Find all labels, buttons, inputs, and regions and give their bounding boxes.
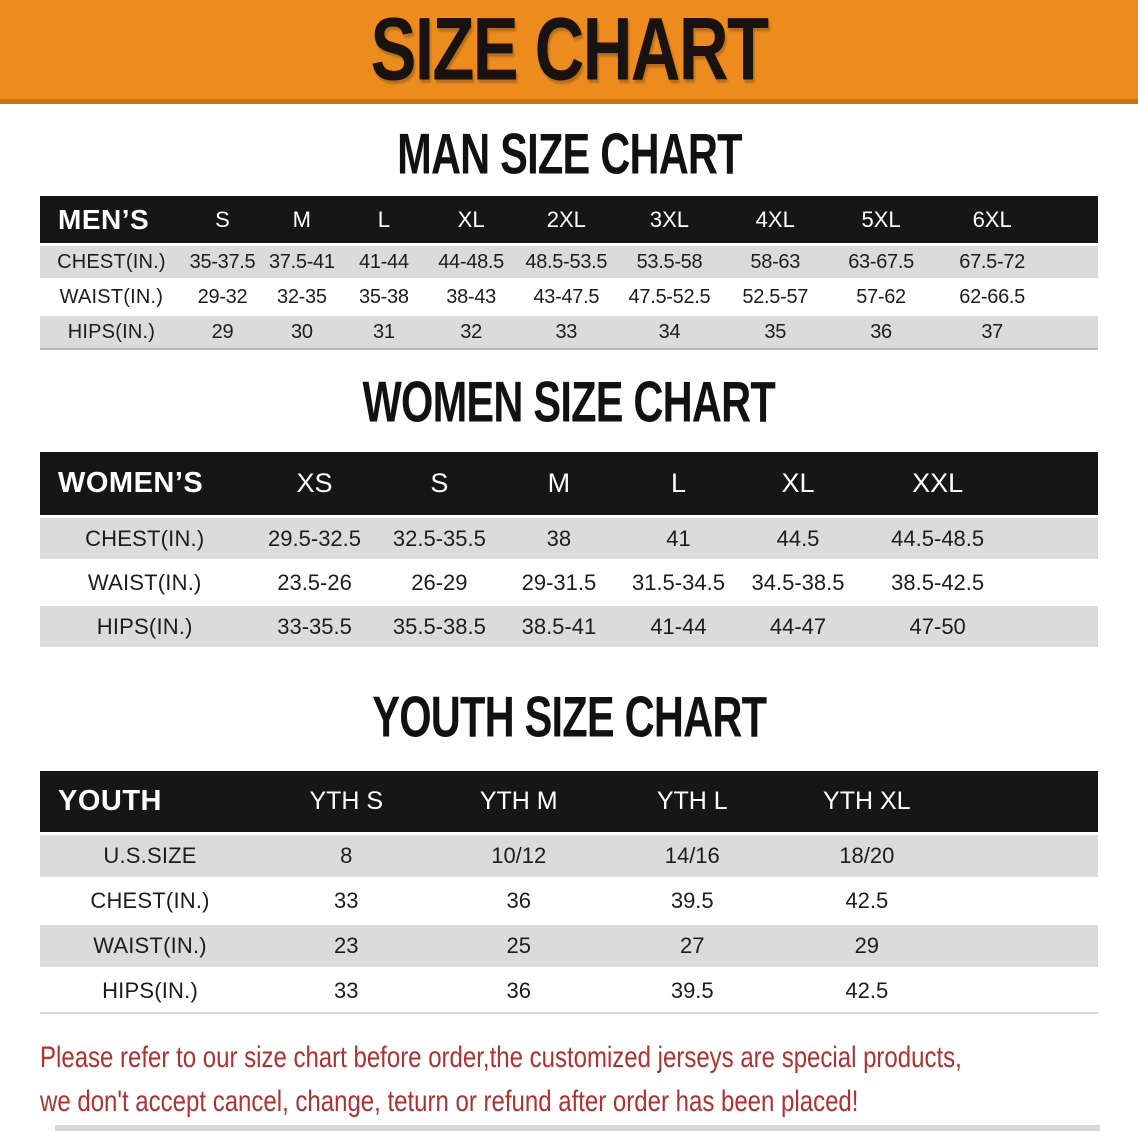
table-row — [40, 561, 1098, 605]
mens-header-row — [40, 196, 1098, 245]
size-column-header: 3XL — [617, 196, 723, 245]
header-spacer — [954, 771, 1098, 834]
size-value-cell: 29-31.5 — [499, 561, 619, 605]
header-spacer — [1018, 452, 1098, 517]
size-value-cell: 44.5 — [738, 517, 858, 561]
size-value-cell: 58-63 — [722, 245, 828, 280]
size-value-cell: 26-29 — [380, 561, 500, 605]
page-title: SIZE CHART — [370, 0, 768, 99]
measurement-label: WAIST(IN.) — [40, 924, 260, 969]
size-value-cell: 44.5-48.5 — [858, 517, 1018, 561]
size-value-cell: 25 — [433, 924, 605, 969]
measurement-label: CHEST(IN.) — [40, 879, 260, 924]
size-value-cell: 36 — [828, 315, 934, 350]
size-column-header: S — [380, 452, 500, 517]
mens-heading-text: MAN SIZE CHART — [396, 123, 742, 187]
size-column-header: YTH S — [260, 771, 432, 834]
youth-section-heading — [0, 686, 1138, 750]
size-column-header: YTH L — [605, 771, 780, 834]
womens-heading-text: WOMEN SIZE CHART — [362, 371, 776, 435]
size-charts — [0, 123, 1138, 1014]
size-value-cell: 48.5-53.5 — [516, 245, 617, 280]
size-value-cell: 67.5-72 — [934, 245, 1050, 280]
size-value-cell: 18/20 — [780, 834, 955, 879]
measurement-label: WAIST(IN.) — [40, 561, 249, 605]
size-value-cell: 53.5-58 — [617, 245, 723, 280]
size-value-cell: 33 — [516, 315, 617, 350]
mens-section-heading — [0, 123, 1138, 187]
size-value-cell: 38.5-42.5 — [858, 561, 1018, 605]
row-spacer — [1018, 561, 1098, 605]
size-value-cell: 62-66.5 — [934, 280, 1050, 315]
size-value-cell: 33 — [260, 969, 432, 1014]
size-value-cell: 29 — [183, 315, 262, 350]
size-value-cell: 14/16 — [605, 834, 780, 879]
measurement-label: WAIST(IN.) — [40, 280, 183, 315]
size-value-cell: 10/12 — [433, 834, 605, 879]
disclaimer-line-2: we don't accept cancel, change, teturn or refund after order has been placed! — [40, 1085, 859, 1118]
womens-table-label: WOMEN’S — [40, 452, 249, 517]
size-value-cell: 34 — [617, 315, 723, 350]
size-column-header: 2XL — [516, 196, 617, 245]
row-spacer — [1018, 605, 1098, 648]
disclaimer-line-1: Please refer to our size chart before order,the customized jerseys are special products, — [40, 1041, 962, 1074]
size-value-cell: 35-38 — [342, 280, 427, 315]
size-value-cell: 38.5-41 — [499, 605, 619, 648]
measurement-label: CHEST(IN.) — [40, 245, 183, 280]
size-value-cell: 36 — [433, 879, 605, 924]
size-value-cell: 29-32 — [183, 280, 262, 315]
womens-section-heading — [0, 371, 1138, 435]
measurement-label: HIPS(IN.) — [40, 315, 183, 350]
size-value-cell: 39.5 — [605, 879, 780, 924]
row-spacer — [1050, 245, 1098, 280]
row-spacer — [954, 879, 1098, 924]
size-column-header: M — [499, 452, 619, 517]
size-value-cell: 39.5 — [605, 969, 780, 1014]
size-value-cell: 52.5-57 — [722, 280, 828, 315]
table-row — [40, 969, 1098, 1014]
header-spacer — [1050, 196, 1098, 245]
size-column-header: XXL — [858, 452, 1018, 517]
size-value-cell: 29.5-32.5 — [249, 517, 379, 561]
size-value-cell: 37 — [934, 315, 1050, 350]
size-value-cell: 43-47.5 — [516, 280, 617, 315]
size-value-cell: 47-50 — [858, 605, 1018, 648]
size-value-cell: 42.5 — [780, 969, 955, 1014]
size-value-cell: 23.5-26 — [249, 561, 379, 605]
size-value-cell: 33 — [260, 879, 432, 924]
womens-header-row — [40, 452, 1098, 517]
measurement-label: CHEST(IN.) — [40, 517, 249, 561]
size-column-header: 5XL — [828, 196, 934, 245]
row-spacer — [1050, 280, 1098, 315]
size-value-cell: 32 — [426, 315, 516, 350]
size-value-cell: 57-62 — [828, 280, 934, 315]
size-column-header: YTH M — [433, 771, 605, 834]
row-spacer — [954, 969, 1098, 1014]
table-row — [40, 879, 1098, 924]
size-value-cell: 23 — [260, 924, 432, 969]
row-spacer — [954, 924, 1098, 969]
table-row — [40, 315, 1098, 350]
size-value-cell: 38-43 — [426, 280, 516, 315]
size-value-cell: 37.5-41 — [262, 245, 341, 280]
banner — [0, 0, 1138, 104]
size-value-cell: 33-35.5 — [249, 605, 379, 648]
size-column-header: 4XL — [722, 196, 828, 245]
measurement-label: HIPS(IN.) — [40, 969, 260, 1014]
table-row — [40, 605, 1098, 648]
size-value-cell: 42.5 — [780, 879, 955, 924]
size-value-cell: 41-44 — [619, 605, 739, 648]
size-value-cell: 31.5-34.5 — [619, 561, 739, 605]
size-value-cell: 35-37.5 — [183, 245, 262, 280]
size-value-cell: 8 — [260, 834, 432, 879]
size-value-cell: 44-47 — [738, 605, 858, 648]
table-row — [40, 517, 1098, 561]
bottom-edge-strip — [55, 1125, 1100, 1131]
row-spacer — [1050, 315, 1098, 350]
size-value-cell: 36 — [433, 969, 605, 1014]
measurement-label: U.S.SIZE — [40, 834, 260, 879]
size-value-cell: 32.5-35.5 — [380, 517, 500, 561]
size-value-cell: 35 — [722, 315, 828, 350]
row-spacer — [954, 834, 1098, 879]
size-value-cell: 47.5-52.5 — [617, 280, 723, 315]
size-value-cell: 44-48.5 — [426, 245, 516, 280]
youth-header-row — [40, 771, 1098, 834]
size-column-header: M — [262, 196, 341, 245]
size-value-cell: 41 — [619, 517, 739, 561]
womens-size-table — [40, 452, 1098, 647]
size-column-header: XL — [426, 196, 516, 245]
size-column-header: XS — [249, 452, 379, 517]
size-column-header: XL — [738, 452, 858, 517]
mens-table-label: MEN’S — [40, 196, 183, 245]
size-value-cell: 31 — [342, 315, 427, 350]
measurement-label: HIPS(IN.) — [40, 605, 249, 648]
size-value-cell: 63-67.5 — [828, 245, 934, 280]
size-column-header: L — [619, 452, 739, 517]
size-value-cell: 32-35 — [262, 280, 341, 315]
table-row — [40, 924, 1098, 969]
size-value-cell: 41-44 — [342, 245, 427, 280]
disclaimer-note — [0, 1036, 1138, 1124]
row-spacer — [1018, 517, 1098, 561]
size-value-cell: 29 — [780, 924, 955, 969]
mens-size-table — [40, 196, 1098, 350]
youth-heading-text: YOUTH SIZE CHART — [372, 686, 766, 750]
size-value-cell: 30 — [262, 315, 341, 350]
size-column-header: YTH XL — [780, 771, 955, 834]
size-value-cell: 27 — [605, 924, 780, 969]
size-value-cell: 34.5-38.5 — [738, 561, 858, 605]
size-column-header: L — [342, 196, 427, 245]
youth-table-label: YOUTH — [40, 771, 260, 834]
youth-size-table — [40, 771, 1098, 1014]
table-row — [40, 280, 1098, 315]
size-column-header: S — [183, 196, 262, 245]
size-value-cell: 38 — [499, 517, 619, 561]
table-row — [40, 245, 1098, 280]
size-value-cell: 35.5-38.5 — [380, 605, 500, 648]
size-column-header: 6XL — [934, 196, 1050, 245]
table-row — [40, 834, 1098, 879]
